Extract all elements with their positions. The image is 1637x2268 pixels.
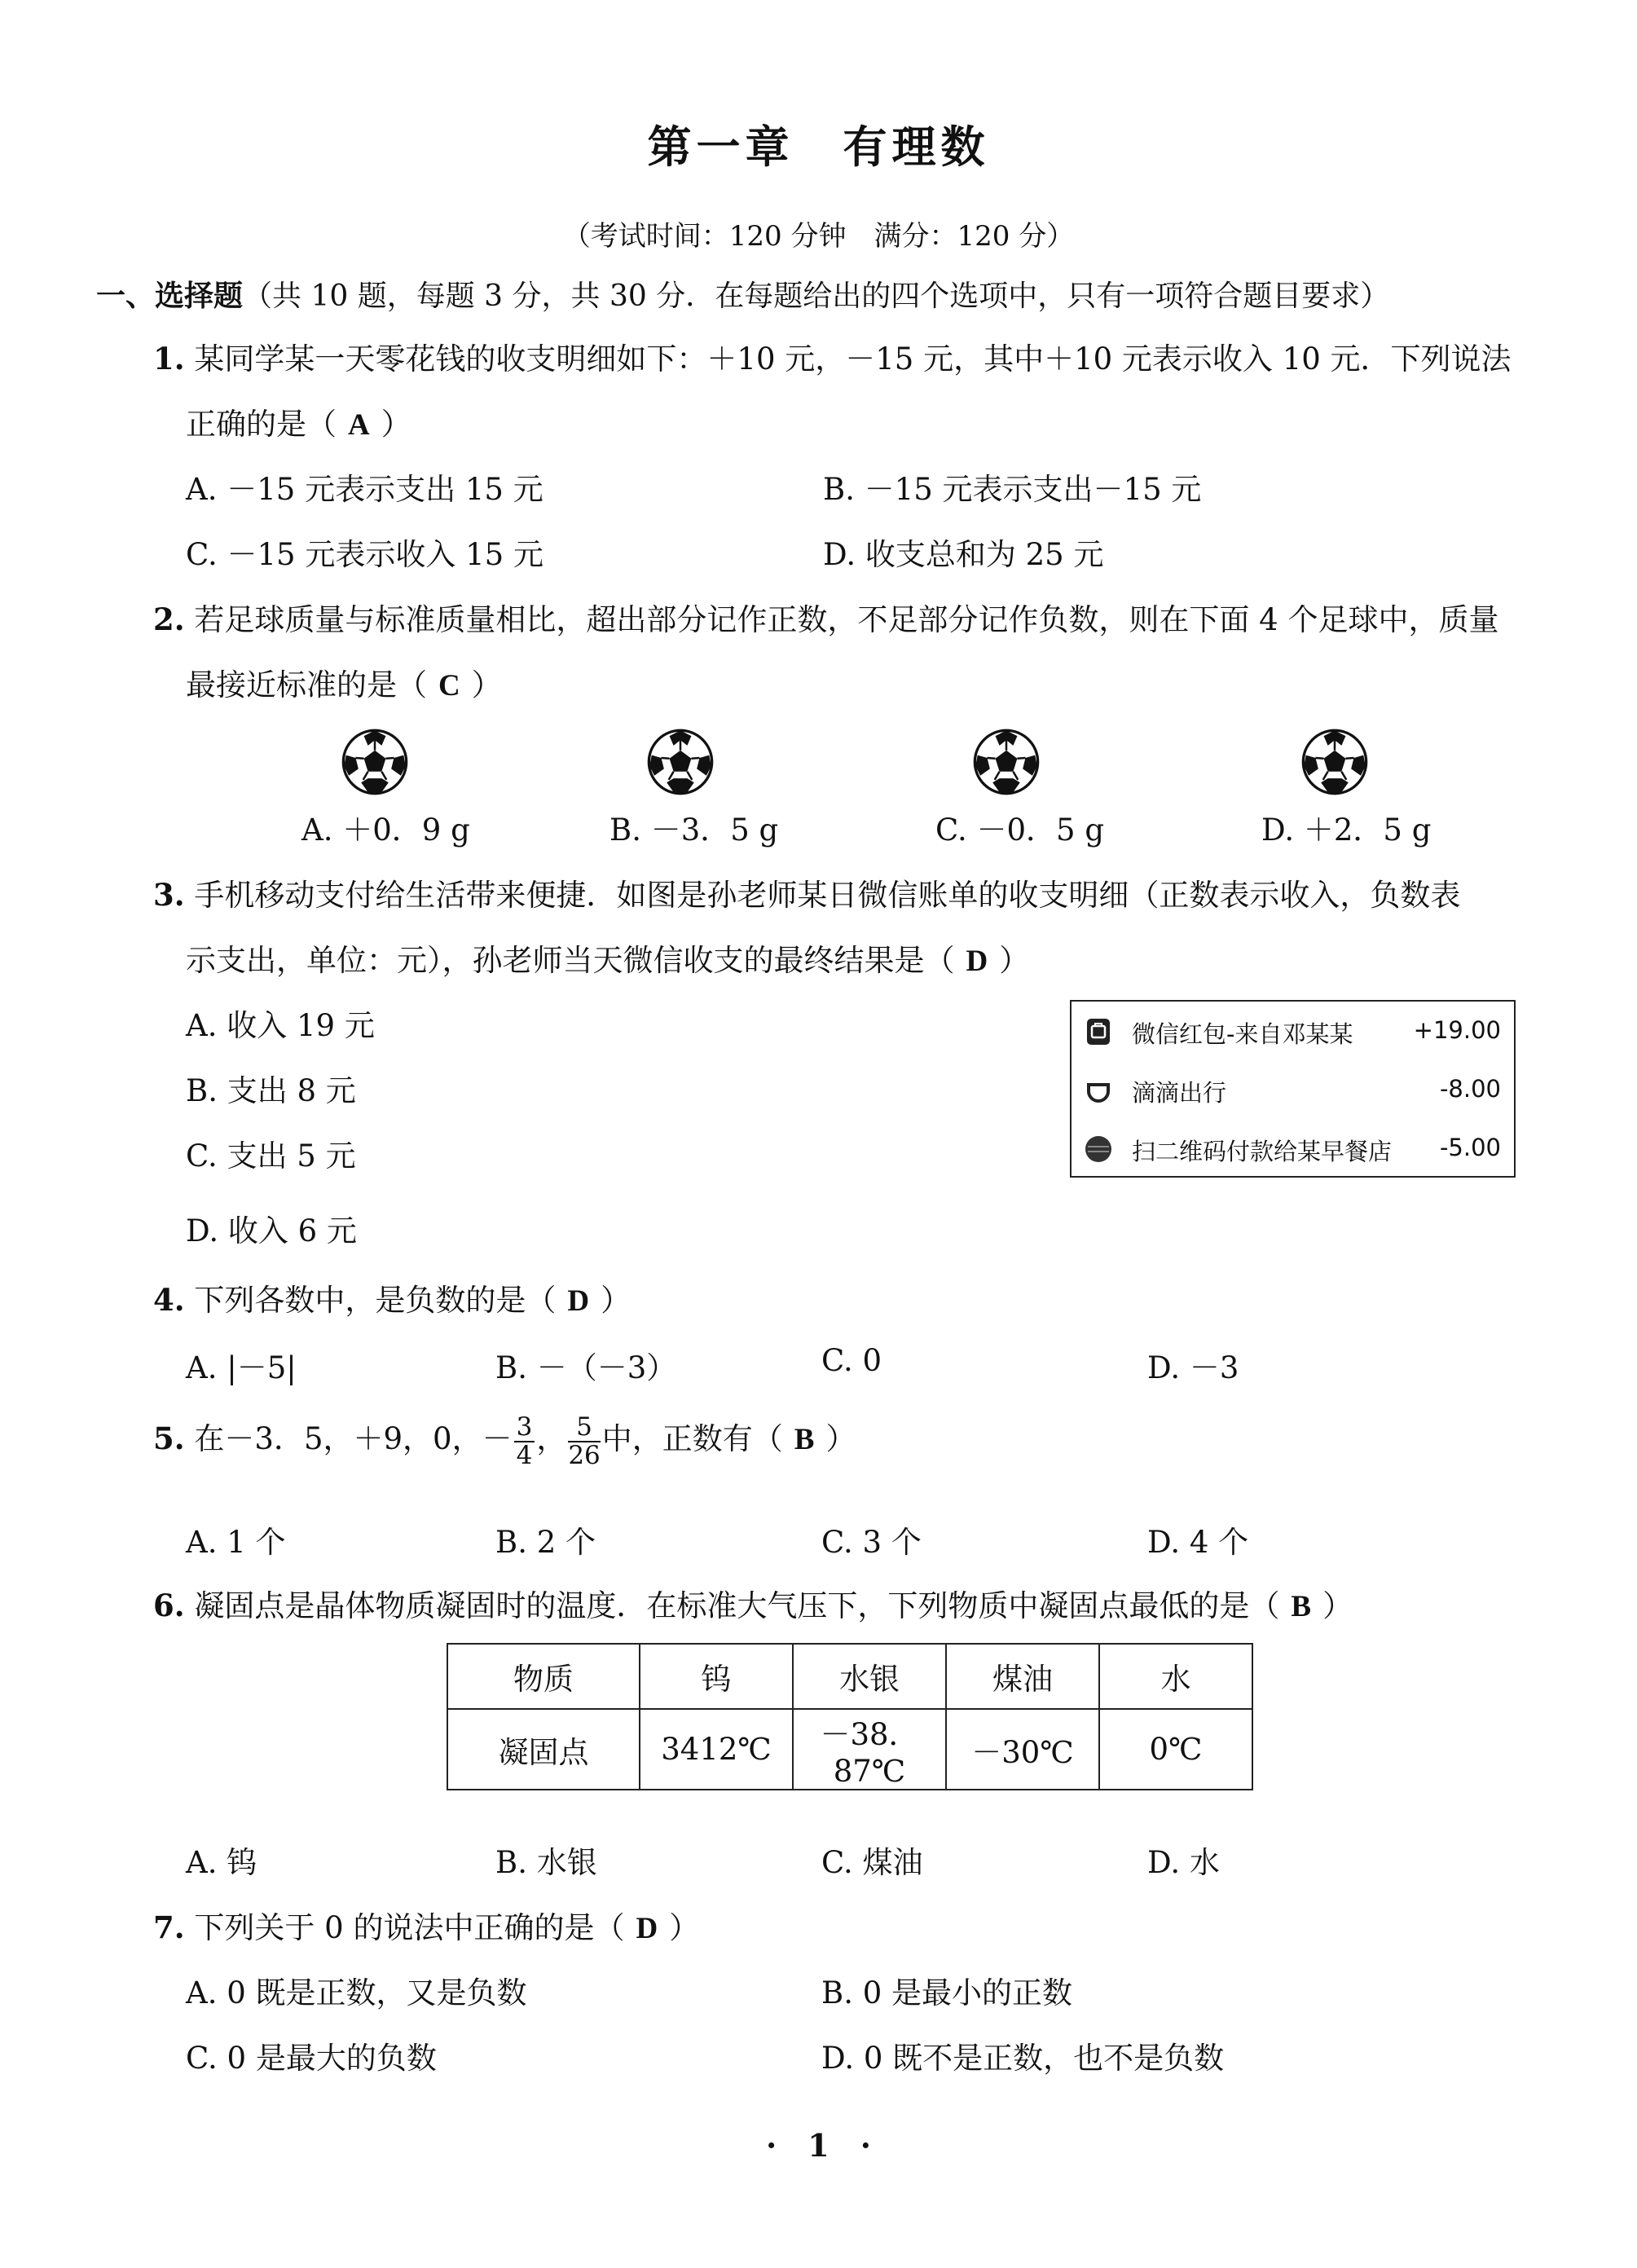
question-5-comma: ，	[536, 1421, 567, 1457]
fraction-numerator: 3	[514, 1414, 535, 1442]
question-2-line1	[153, 595, 1498, 639]
question-5-option-b: B. 2 个	[495, 1525, 596, 1560]
question-2-close: ）	[471, 667, 502, 702]
question-7-number: 7.	[153, 1909, 185, 1945]
bill-label: 微信红包-来自邓某某	[1132, 1020, 1353, 1048]
question-3-option-a: A. 收入 19 元	[186, 1008, 375, 1043]
question-5-text-post: 中，正数有（	[601, 1421, 783, 1457]
question-7-close: ）	[669, 1910, 700, 1945]
question-2-option-c: C. －0．5 g	[935, 813, 1105, 848]
bill-row	[1072, 1124, 1514, 1173]
question-1-number: 1.	[153, 341, 185, 377]
bill-label: 滴滴出行	[1132, 1079, 1227, 1107]
question-3-option-b: B. 支出 8 元	[186, 1073, 356, 1108]
question-2-stem: 最接近标准的是（	[186, 667, 427, 702]
bill-row	[1072, 1006, 1514, 1055]
question-3-line1	[153, 870, 1460, 914]
question-7-text: 下列关于 0 的说法中正确的是（	[194, 1910, 625, 1945]
question-4-option-c: C. 0	[821, 1343, 882, 1378]
didi-icon	[1085, 1077, 1112, 1104]
table-cell: －38．87℃	[793, 1709, 946, 1790]
question-5-answer: B	[794, 1423, 815, 1457]
question-6-line	[153, 1581, 1353, 1625]
question-7-option-b: B. 0 是最小的正数	[821, 1975, 1073, 2010]
question-3-option-d: D. 收入 6 元	[186, 1213, 357, 1249]
question-1-option-a: A. －15 元表示支出 15 元	[186, 472, 543, 507]
question-6-option-b: B. 水银	[495, 1845, 597, 1880]
question-1-line2	[186, 399, 411, 443]
question-1-line1	[153, 334, 1512, 378]
question-4-option-b: B. －（－3）	[495, 1350, 677, 1385]
question-4-close: ）	[601, 1283, 631, 1318]
page-title: 第一章 有理数	[647, 121, 990, 173]
question-4-option-d: D. －3	[1147, 1350, 1239, 1385]
fraction-denominator: 4	[516, 1440, 533, 1470]
bill-row	[1072, 1065, 1514, 1114]
question-4-answer: D	[567, 1284, 590, 1318]
table-cell: 水银	[793, 1644, 946, 1709]
fraction-5-26	[568, 1414, 600, 1469]
section-title: 一、选择题	[96, 280, 244, 313]
bill-amount: -5.00	[1439, 1134, 1501, 1161]
question-2-option-b: B. －3．5 g	[609, 813, 779, 848]
question-4-number: 4.	[153, 1282, 185, 1318]
question-7-answer: D	[636, 1912, 658, 1945]
question-6-option-c: C. 煤油	[821, 1845, 923, 1880]
question-4-text: 下列各数中，是负数的是（	[194, 1283, 557, 1318]
table-cell: 物质	[447, 1644, 640, 1709]
question-2-answer: C	[438, 669, 460, 702]
bill-label: 扫二维码付款给某早餐店	[1132, 1138, 1393, 1165]
table-cell: 钨	[640, 1644, 793, 1709]
question-1-option-c: C. －15 元表示收入 15 元	[186, 537, 543, 572]
question-7-line	[153, 1903, 699, 1947]
question-2-text: 若足球质量与标准质量相比，超出部分记作正数，不足部分记作负数，则在下面 4 个足球中，质量	[194, 602, 1499, 637]
question-3-number: 3.	[153, 877, 185, 913]
question-6-close: ）	[1322, 1588, 1353, 1623]
soccer-ball-icon	[646, 728, 715, 796]
soccer-ball-icon	[972, 728, 1041, 796]
question-6-text: 凝固点是晶体物质凝固时的温度．在标准大气压下，下列物质中凝固点最低的是（	[194, 1588, 1280, 1623]
shop-avatar-icon	[1085, 1135, 1112, 1163]
question-3-stem: 示支出，单位：元），孙老师当天微信收支的最终结果是（	[186, 943, 955, 978]
question-2-line2	[186, 660, 502, 704]
question-1-option-b: B. －15 元表示支出－15 元	[823, 472, 1202, 507]
question-4-line	[153, 1275, 631, 1319]
soccer-ball-icon	[1300, 728, 1369, 796]
question-3-text: 手机移动支付给生活带来便捷．如图是孙老师某日微信账单的收支明细（正数表示收入，负数表	[194, 878, 1461, 913]
question-2-number: 2.	[153, 601, 185, 637]
question-5-option-a: A. 1 个	[186, 1525, 286, 1560]
question-1-close: ）	[381, 407, 411, 442]
question-5-option-d: D. 4 个	[1147, 1525, 1249, 1560]
question-2-option-d: D. ＋2．5 g	[1261, 813, 1432, 848]
section-heading	[96, 273, 1389, 315]
question-3-close: ）	[999, 943, 1030, 978]
question-5-close: ）	[825, 1421, 856, 1457]
fraction-denominator: 26	[568, 1440, 601, 1470]
question-6-option-d: D. 水	[1147, 1845, 1220, 1880]
question-4-option-a: A. |－5|	[186, 1350, 297, 1385]
table-cell: 凝固点	[447, 1709, 640, 1790]
question-1-text: 某同学某一天零花钱的收支明细如下：＋10 元，－15 元，其中＋10 元表示收入 10 元．下列说法	[194, 341, 1512, 377]
question-5-number: 5.	[153, 1420, 185, 1457]
question-6-answer: B	[1291, 1590, 1312, 1623]
section-note: （共 10 题，每题 3 分，共 30 分．在每题给出的四个选项中，只有一项符合题目要求）	[243, 280, 1390, 313]
question-3-answer: D	[966, 945, 988, 978]
red-packet-icon	[1085, 1018, 1112, 1046]
table-cell: －30℃	[946, 1709, 1099, 1790]
fraction-numerator: 5	[568, 1414, 600, 1442]
soccer-ball-icon	[341, 728, 409, 796]
question-5-option-c: C. 3 个	[821, 1525, 922, 1560]
bill-amount: -8.00	[1439, 1075, 1501, 1103]
question-5-text-pre: 在－3．5，＋9，0，－	[194, 1421, 513, 1457]
table-row	[447, 1644, 1252, 1709]
freezing-point-table	[447, 1643, 1253, 1790]
question-1-option-d: D. 收支总和为 25 元	[823, 537, 1104, 572]
question-6-option-a: A. 钨	[186, 1845, 257, 1880]
question-6-number: 6.	[153, 1588, 185, 1623]
table-cell: 3412℃	[640, 1709, 793, 1790]
fraction-3-4	[514, 1414, 535, 1469]
exam-info: （考试时间：120 分钟 满分：120 分）	[562, 220, 1075, 253]
table-cell: 煤油	[946, 1644, 1099, 1709]
wechat-bill-figure	[1070, 1000, 1516, 1178]
question-1-stem: 正确的是（	[186, 407, 337, 442]
question-7-option-d: D. 0 既不是正数，也不是负数	[821, 2041, 1225, 2076]
question-3-line2	[186, 936, 1029, 980]
page-number: · 1 ·	[766, 2127, 871, 2164]
table-cell: 0℃	[1099, 1709, 1252, 1790]
question-1-answer: A	[348, 408, 370, 442]
table-cell: 水	[1099, 1644, 1252, 1709]
table-row	[447, 1709, 1252, 1790]
question-2-option-a: A. ＋0．9 g	[301, 813, 470, 848]
question-3-option-c: C. 支出 5 元	[186, 1138, 356, 1174]
bill-amount: +19.00	[1413, 1016, 1501, 1044]
question-7-option-a: A. 0 既是正数，又是负数	[186, 1975, 527, 2010]
question-7-option-c: C. 0 是最大的负数	[186, 2041, 437, 2076]
question-5-line	[153, 1414, 856, 1469]
